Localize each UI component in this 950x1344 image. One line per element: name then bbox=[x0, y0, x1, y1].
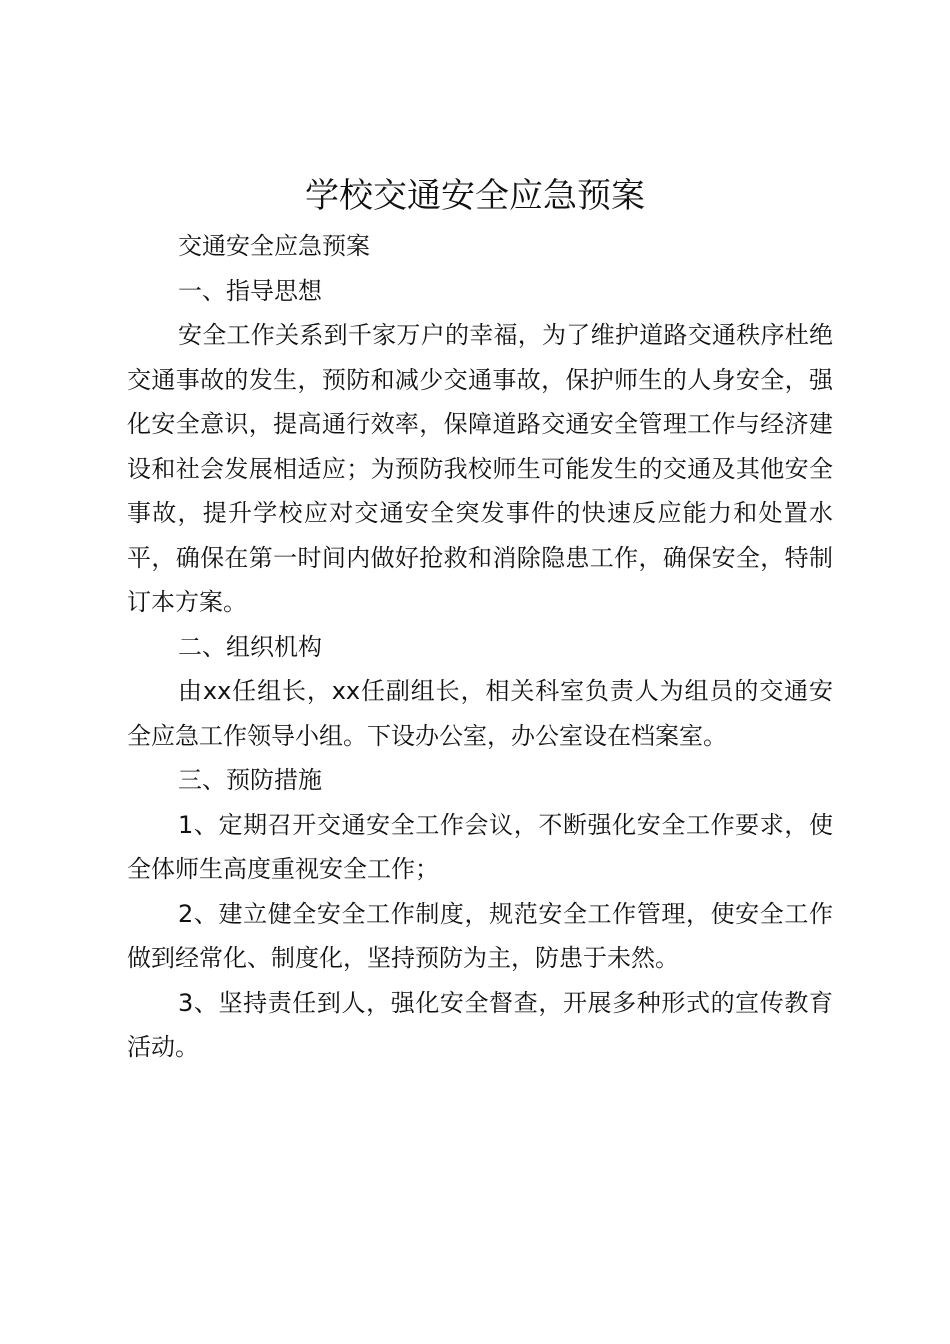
paragraph-organization: 由xx任组长，xx任副组长，相关科室负责人为组员的交通安全应急工作领导小组。下设办公室，办公室设在档案室。 bbox=[127, 677, 833, 750]
document-body bbox=[127, 224, 833, 1070]
section-heading-prevention: 三、预防措施 bbox=[178, 766, 322, 794]
paragraph-prevention-2: 2、建立健全安全工作制度，规范安全工作管理，使安全工作做到经常化、制度化，坚持预防为主，防患于未然。 bbox=[127, 899, 833, 972]
paragraph-subtitle: 交通安全应急预案 bbox=[178, 232, 370, 260]
paragraph-prevention-3: 3、坚持责任到人，强化安全督查，开展多种形式的宣传教育活动。 bbox=[127, 988, 833, 1061]
paragraph-prevention-1: 1、定期召开交通安全工作会议，不断强化安全工作要求，使全体师生高度重视安全工作； bbox=[127, 810, 833, 883]
document-title: 学校交通安全应急预案 bbox=[305, 176, 645, 216]
section-heading-guiding-ideology: 一、指导思想 bbox=[178, 276, 322, 305]
section-heading-organization: 二、组织机构 bbox=[178, 632, 322, 661]
paragraph-guiding-ideology: 安全工作关系到千家万户的幸福，为了维护道路交通秩序杜绝交通事故的发生，预防和减少交通事故，保护师生的人身安全，强化安全意识，提高通行效率，保障道路交通安全管理工作与经济建设和社会发展相适应；为预防我校师生可能发生的交通及其他安全事故，提升学校应对交通安全突发事件的快速反应能力和处置水平，确保在第一时间内做好抢救和消除隐患工作，确保安全，特制订本方案。 bbox=[127, 321, 833, 616]
